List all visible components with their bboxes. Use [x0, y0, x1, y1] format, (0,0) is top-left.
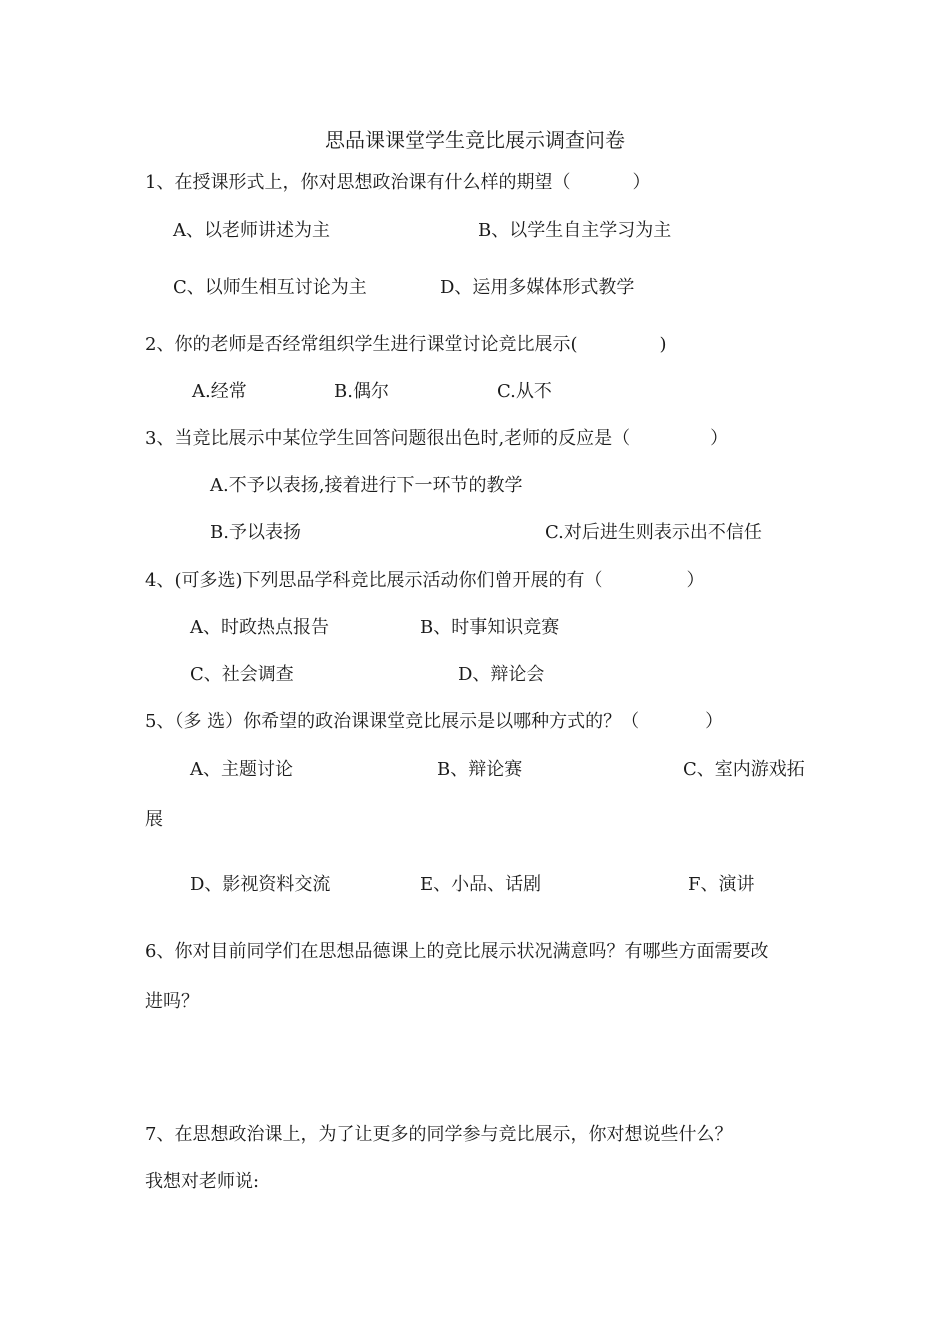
question-2-option-c: C.从不	[497, 381, 552, 402]
question-5-option-e: E、小品、话剧	[420, 874, 542, 895]
question-5-option-d: D、影视资料交流	[190, 874, 331, 895]
question-5-option-c: C、室内游戏拓	[683, 759, 805, 780]
question-1-option-a: A、以老师讲述为主	[173, 220, 330, 241]
question-3-text: 3、当竞比展示中某位学生回答问题很出色时,老师的反应是（	[145, 428, 631, 449]
question-5-close: ）	[705, 711, 724, 732]
question-6-line-1: 6、你对目前同学们在思想品德课上的竞比展示状况满意吗？有哪些方面需要改	[145, 941, 769, 962]
question-7-line-2: 我想对老师说:	[145, 1171, 260, 1192]
question-1-text: 1、在授课形式上，你对思想政治课有什么样的期望（	[145, 172, 571, 193]
question-3-option-b: B.予以表扬	[210, 522, 301, 543]
question-4-text: 4、(可多选)下列思品学科竞比展示活动你们曾开展的有（	[145, 570, 603, 591]
question-1-option-b: B、以学生自主学习为主	[478, 220, 672, 241]
question-7-line-1: 7、在思想政治课上，为了让更多的同学参与竞比展示，你对想说些什么？	[145, 1124, 733, 1145]
question-4-option-c: C、社会调查	[190, 664, 294, 685]
question-2-option-b: B.偶尔	[334, 381, 389, 402]
question-4-option-a: A、时政热点报告	[190, 617, 329, 638]
question-2-close: )	[659, 334, 667, 355]
question-2-stem	[145, 333, 667, 357]
question-1-stem	[145, 171, 650, 195]
question-6-line-2: 进吗？	[145, 991, 199, 1012]
question-3-close: ）	[710, 428, 729, 449]
question-5-option-a: A、主题讨论	[190, 759, 293, 780]
question-4-option-b: B、时事知识竞赛	[420, 617, 560, 638]
question-5-option-c-wrap: 展	[145, 809, 163, 830]
question-2-text: 2、你的老师是否经常组织学生进行课堂讨论竞比展示(	[145, 334, 578, 355]
question-4-option-d: D、辩论会	[458, 664, 545, 685]
question-5-option-b: B、辩论赛	[437, 759, 523, 780]
question-3-option-c: C.对后进生则表示出不信任	[545, 522, 762, 543]
question-5-text: 5、（多 选）你希望的政治课课堂竞比展示是以哪种方式的？（	[145, 711, 640, 732]
question-1-option-c: C、以师生相互讨论为主	[173, 277, 367, 298]
question-4-stem	[145, 569, 705, 593]
question-3-option-a: A.不予以表扬,接着进行下一环节的教学	[210, 475, 523, 496]
question-5-stem	[145, 710, 723, 734]
document-title: 思品课课堂学生竞比展示调查问卷	[325, 128, 625, 152]
question-5-option-f: F、演讲	[688, 874, 755, 895]
question-1-close: ）	[632, 172, 651, 193]
question-4-close: ）	[686, 570, 705, 591]
question-1-option-d: D、运用多媒体形式教学	[440, 277, 635, 298]
question-3-stem	[145, 427, 728, 451]
question-2-option-a: A.经常	[192, 381, 247, 402]
